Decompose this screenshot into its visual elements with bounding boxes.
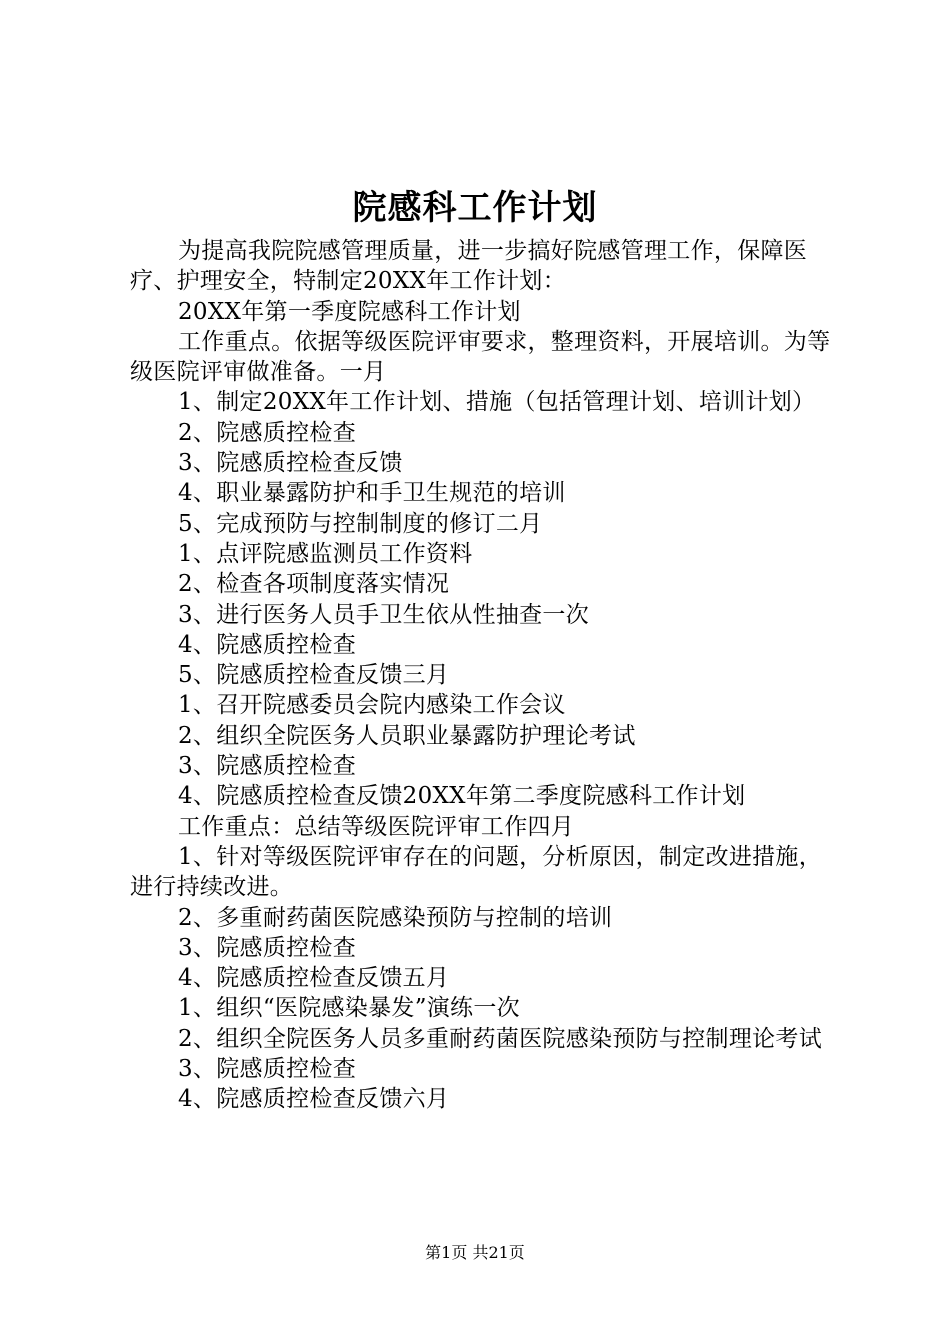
paragraph: 2、院感质控检查 xyxy=(178,419,357,446)
paragraph: 2、组织全院医务人员多重耐药菌医院感染预防与控制理论考试 xyxy=(178,1025,823,1052)
paragraph: 4、院感质控检查 xyxy=(178,631,357,658)
paragraph: 2、多重耐药菌医院感染预防与控制的培训 xyxy=(178,904,613,931)
paragraph: 3、院感质控检查 xyxy=(178,1056,357,1083)
paragraph: 5、完成预防与控制制度的修订二月 xyxy=(178,510,543,537)
page-footer: 第1页 共21页 xyxy=(425,1243,525,1262)
paragraph: 3、进行医务人员手卫生依从性抽查一次 xyxy=(178,601,590,628)
paragraph: 4、职业暴露防护和手卫生规范的培训 xyxy=(178,480,566,507)
paragraph: 2、组织全院医务人员职业暴露防护理论考试 xyxy=(178,722,636,749)
paragraph: 3、院感质控检查 xyxy=(178,753,357,780)
document-title: 院感科工作计划 xyxy=(352,188,598,228)
paragraph: 工作重点：总结等级医院评审工作四月 xyxy=(178,813,575,840)
paragraph: 1、制定20XX年工作计划、措施（包括管理计划、培训计划） xyxy=(178,389,816,416)
paragraph: 3、院感质控检查 xyxy=(178,934,357,961)
paragraph: 4、院感质控检查反馈20XX年第二季度院感科工作计划 xyxy=(178,783,746,810)
paragraph: 4、院感质控检查反馈五月 xyxy=(178,965,450,992)
paragraph: 1、组织“医院感染暴发”演练一次 xyxy=(178,995,520,1022)
paragraph: 4、院感质控检查反馈六月 xyxy=(178,1086,450,1113)
paragraph: 2、检查各项制度落实情况 xyxy=(178,571,450,598)
paragraph: 5、院感质控检查反馈三月 xyxy=(178,662,450,689)
paragraph: 1、点评院感监测员工作资料 xyxy=(178,540,473,567)
paragraph: 1、针对等级医院评审存在的问题，分析原因，制定改进措施，进行持续改进。 xyxy=(130,843,823,901)
paragraph: 1、召开院感委员会院内感染工作会议 xyxy=(178,692,566,719)
document-body xyxy=(130,236,835,1115)
paragraph: 20XX年第一季度院感科工作计划 xyxy=(178,298,521,325)
paragraph: 3、院感质控检查反馈 xyxy=(178,450,403,477)
paragraph: 为提高我院院感管理质量，进一步搞好院感管理工作，保障医疗、护理安全，特制定20XX年工作计划： xyxy=(130,238,808,295)
paragraph: 工作重点。依据等级医院评审要求，整理资料，开展培训。为等级医院评审做准备。一月 xyxy=(130,328,831,386)
